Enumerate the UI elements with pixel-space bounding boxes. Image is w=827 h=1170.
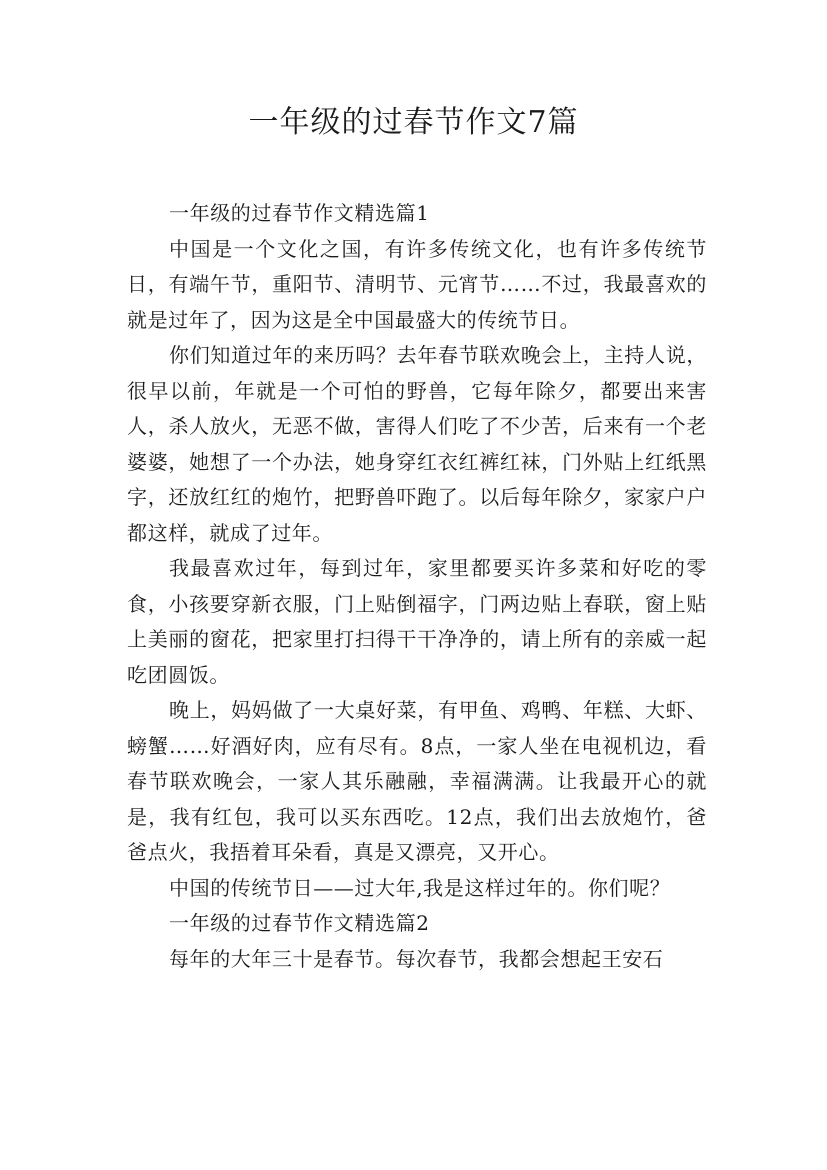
paragraph-origin: 你们知道过年的来历吗？去年春节联欢晚会上，主持人说，很早以前，年就是一个可怕的野兽，它每年除夕，都要出来害人，杀人放火，无恶不做，害得人们吃了不少苦，后来有一个老婆婆，她想了一个办法，她身穿红衣红裤红袜，门外贴上红纸黑字，还放红红的炮竹，把野兽吓跑了。以后每年除夕，家家户户都这样，就成了过年。 — [127, 343, 707, 545]
document-title: 一年级的过春节作文7篇 — [248, 105, 579, 140]
document-body — [127, 196, 707, 977]
section-heading-2: 一年级的过春节作文精选篇2 — [169, 911, 430, 935]
paragraph-intro: 中国是一个文化之国，有许多传统文化，也有许多传统节日，有端午节，重阳节、清明节、元宵节……不过，我最喜欢的就是过年了，因为这是全中国最盛大的传统节日。 — [127, 236, 707, 332]
paragraph-section2-start: 每年的大年三十是春节。每次春节，我都会想起王安石 — [169, 946, 664, 971]
paragraph-evening: 晚上，妈妈做了一大桌好菜，有甲鱼、鸡鸭、年糕、大虾、螃蟹……好酒好肉，应有尽有。8点，一家人坐在电视机边，看春节联欢晚会，一家人其乐融融，幸福满满。让我最开心的就是，我有红包，我可以买东西吃。12点，我们出去放炮竹，爸爸点火，我捂着耳朵看，真是又漂亮，又开心。 — [127, 698, 707, 864]
paragraph-conclusion: 中国的传统节日——过大年,我是这样过年的。你们呢？ — [169, 875, 671, 900]
section-heading-1: 一年级的过春节作文精选篇1 — [169, 201, 430, 225]
paragraph-preparations: 我最喜欢过年，每到过年，家里都要买许多菜和好吃的零食，小孩要穿新衣服，门上贴倒福字，门两边贴上春联，窗上贴上美丽的窗花，把家里打扫得干干净净的，请上所有的亲威一起吃团圆饭。 — [127, 556, 707, 687]
